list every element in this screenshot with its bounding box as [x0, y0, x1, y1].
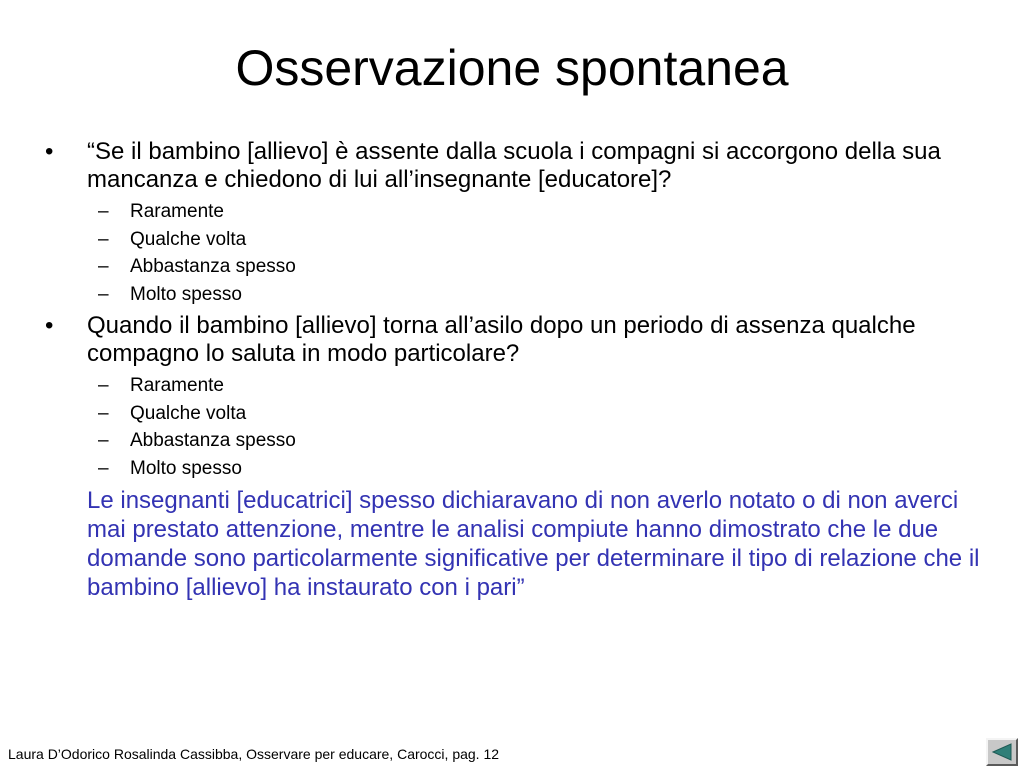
dash-marker: –	[98, 256, 109, 277]
question-2-options	[0, 372, 1024, 482]
dash-marker: –	[98, 375, 109, 396]
question-1-options	[0, 198, 1024, 308]
option-label: Qualche volta	[130, 228, 247, 250]
option-item	[0, 455, 1024, 483]
teacher-note: Le insegnanti [educatrici] spesso dichiaravano di non averlo notato o di non averci mai prestato attenzione, mentre le analisi compiute hanno dimostrato che le due domande sono particolarmente significative per determinare il tipo di relazione che il bambino [allievo] ha instaurato con i pari”	[87, 487, 980, 601]
dash-marker: –	[98, 402, 109, 424]
option-item	[0, 400, 1024, 428]
option-item	[0, 427, 1024, 455]
slide-title: Osservazione spontanea	[235, 40, 789, 96]
footer-citation: Laura D’Odorico Rosalinda Cassibba, Osservare per educare, Carocci, pag. 12	[8, 746, 500, 762]
dash-marker: –	[98, 228, 109, 250]
back-arrow-shape	[993, 744, 1011, 760]
option-label: Abbastanza spesso	[130, 430, 296, 451]
option-label: Abbastanza spesso	[130, 256, 296, 277]
question-1-text: “Se il bambino [allievo] è assente dalla scuola i compagni si accorgono della sua mancanza e chiedono di lui all’insegnante [educatore]?	[87, 138, 941, 193]
option-label: Molto spesso	[130, 283, 242, 305]
option-label: Qualche volta	[130, 402, 247, 424]
option-label: Molto spesso	[130, 457, 242, 479]
question-1	[0, 138, 1024, 194]
option-item	[0, 281, 1024, 309]
option-item	[0, 226, 1024, 254]
back-button[interactable]	[986, 738, 1018, 766]
slide-content	[0, 138, 1024, 602]
dash-marker: –	[98, 201, 109, 222]
question-2-text: Quando il bambino [allievo] torna all’asilo dopo un periodo di assenza qualche compagno lo saluta in modo particolare?	[87, 312, 916, 367]
option-item	[0, 198, 1024, 226]
dash-marker: –	[98, 457, 109, 479]
bullet-marker: •	[45, 312, 54, 339]
option-item	[0, 253, 1024, 281]
back-arrow-icon	[991, 743, 1013, 761]
dash-marker: –	[98, 283, 109, 305]
option-label: Raramente	[130, 375, 224, 396]
question-2	[0, 312, 1024, 368]
option-label: Raramente	[130, 201, 224, 222]
option-item	[0, 372, 1024, 400]
dash-marker: –	[98, 430, 109, 451]
bullet-marker: •	[45, 138, 54, 165]
